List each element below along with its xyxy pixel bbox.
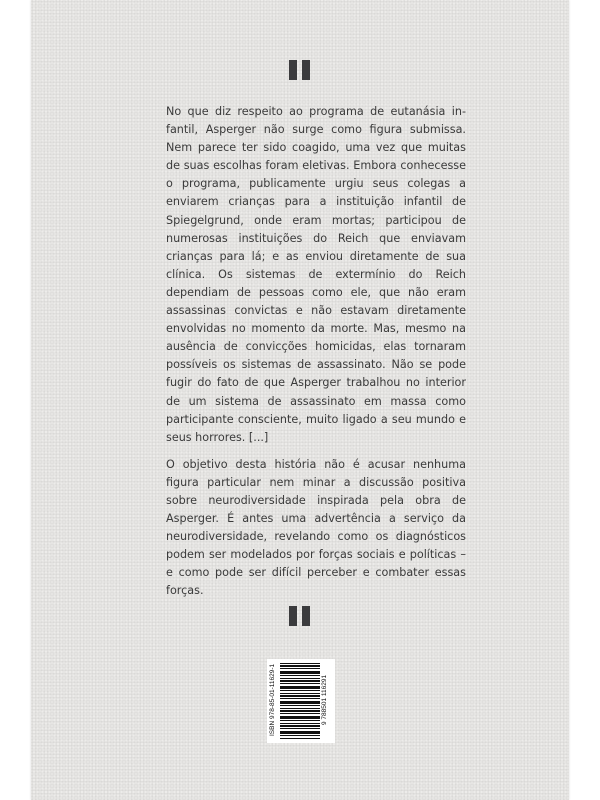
blurb-text bbox=[166, 103, 466, 601]
blurb-paragraph-1: No que diz respeito ao programa de eutanásia infantil, Asperger não surge como figura submissa. Nem parece ter sido coagido, uma vez que muitas de suas escolhas foram eletivas. Embora conhecesse o programa, publicamente urgiu seus colegas a enviarem crianças para a instituição infantil de Spiegelgrund, onde eram mortas; participou de numerosas instituições do Reich que enviavam crianças para lá; e as enviou diretamente de sua clínica. Os sistemas de extermínio do Reich dependiam de pessoas como ele, que não eram assassinas convictas e não estavam diretamente envolvidas no momento da morte. Mas, mesmo na ausência de convicções homicidas, elas tornaram possíveis os sistemas de assassinato. Não se pode fugir do fato de que Asperger trabalhou no interior de um sistema de assassinato em massa como participante consciente, muito ligado a seu mundo e seus horrores. [...] bbox=[166, 105, 466, 444]
quote-mark-bar-left bbox=[289, 60, 297, 80]
quote-mark-bar-left bbox=[289, 606, 297, 626]
quote-mark-bar-right bbox=[302, 606, 310, 626]
isbn-label: ISBN 978-85-01-11629-1 bbox=[269, 663, 276, 737]
barcode-bars bbox=[280, 663, 320, 739]
quote-mark-bottom bbox=[289, 606, 311, 626]
back-cover bbox=[31, 0, 569, 800]
quote-mark-top bbox=[289, 60, 311, 80]
isbn-barcode bbox=[267, 659, 335, 743]
quote-mark-bar-right bbox=[302, 60, 310, 80]
barcode-digits: 9 788501 116291 bbox=[321, 674, 328, 726]
blurb-paragraph-2: O objetivo desta história não é acusar nenhuma figura particular nem minar a discussão positiva sobre neurodiversidade inspirada pela obra de Asperger. É antes uma advertência a serviço da neurodiversidade, revelando como os diagnósticos podem ser modelados por forças sociais e políticas – e como pode ser difícil perceber e combater essas forças. bbox=[166, 457, 466, 598]
